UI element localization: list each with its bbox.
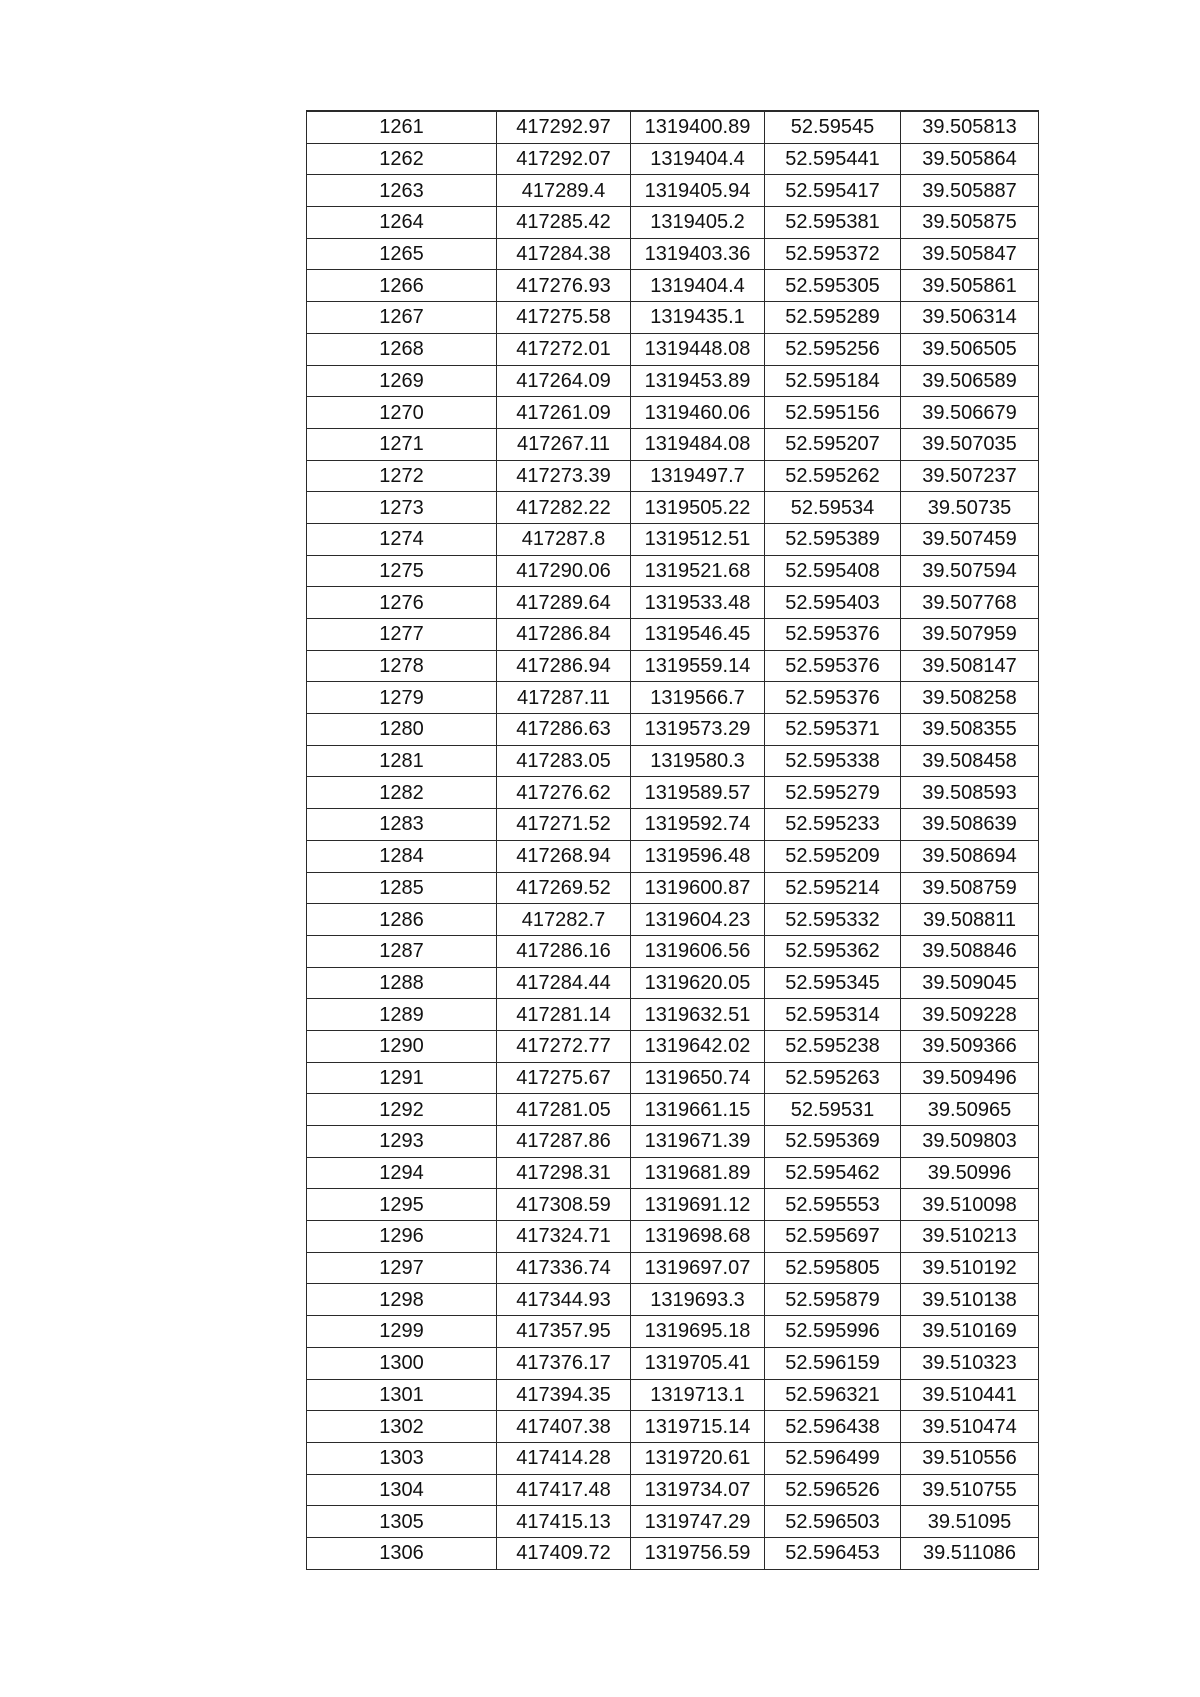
point-number-cell: 1286	[307, 904, 497, 936]
longitude-cell: 39.509496	[901, 1062, 1039, 1094]
latitude-cell: 52.595441	[765, 143, 901, 175]
y-coordinate-cell: 1319546.45	[631, 619, 765, 651]
y-coordinate-cell: 1319596.48	[631, 840, 765, 872]
table-row	[307, 270, 1039, 302]
point-number-cell: 1298	[307, 1284, 497, 1316]
y-coordinate-cell: 1319435.1	[631, 302, 765, 334]
x-coordinate-cell: 417357.95	[497, 1316, 631, 1348]
longitude-cell: 39.505847	[901, 238, 1039, 270]
latitude-cell: 52.595381	[765, 207, 901, 239]
y-coordinate-cell: 1319681.89	[631, 1157, 765, 1189]
longitude-cell: 39.510098	[901, 1189, 1039, 1221]
y-coordinate-cell: 1319600.87	[631, 872, 765, 904]
table-row	[307, 1474, 1039, 1506]
table-row	[307, 1094, 1039, 1126]
x-coordinate-cell: 417284.38	[497, 238, 631, 270]
y-coordinate-cell: 1319661.15	[631, 1094, 765, 1126]
longitude-cell: 39.507237	[901, 460, 1039, 492]
latitude-cell: 52.595417	[765, 175, 901, 207]
point-number-cell: 1280	[307, 714, 497, 746]
y-coordinate-cell: 1319453.89	[631, 365, 765, 397]
table-row	[307, 1284, 1039, 1316]
latitude-cell: 52.595879	[765, 1284, 901, 1316]
longitude-cell: 39.509045	[901, 967, 1039, 999]
latitude-cell: 52.595369	[765, 1126, 901, 1158]
y-coordinate-cell: 1319505.22	[631, 492, 765, 524]
x-coordinate-cell: 417308.59	[497, 1189, 631, 1221]
y-coordinate-cell: 1319620.05	[631, 967, 765, 999]
y-coordinate-cell: 1319720.61	[631, 1442, 765, 1474]
longitude-cell: 39.508846	[901, 935, 1039, 967]
y-coordinate-cell: 1319650.74	[631, 1062, 765, 1094]
longitude-cell: 39.507459	[901, 523, 1039, 555]
latitude-cell: 52.595314	[765, 999, 901, 1031]
x-coordinate-cell: 417281.14	[497, 999, 631, 1031]
x-coordinate-cell: 417417.48	[497, 1474, 631, 1506]
y-coordinate-cell: 1319604.23	[631, 904, 765, 936]
table-row	[307, 587, 1039, 619]
table-row	[307, 777, 1039, 809]
longitude-cell: 39.506314	[901, 302, 1039, 334]
longitude-cell: 39.510213	[901, 1221, 1039, 1253]
latitude-cell: 52.595207	[765, 428, 901, 460]
table-row	[307, 1252, 1039, 1284]
latitude-cell: 52.595262	[765, 460, 901, 492]
latitude-cell: 52.595389	[765, 523, 901, 555]
longitude-cell: 39.510192	[901, 1252, 1039, 1284]
table-row	[307, 935, 1039, 967]
point-number-cell: 1296	[307, 1221, 497, 1253]
point-number-cell: 1273	[307, 492, 497, 524]
y-coordinate-cell: 1319533.48	[631, 587, 765, 619]
y-coordinate-cell: 1319460.06	[631, 397, 765, 429]
latitude-cell: 52.595184	[765, 365, 901, 397]
y-coordinate-cell: 1319484.08	[631, 428, 765, 460]
point-number-cell: 1276	[307, 587, 497, 619]
point-number-cell: 1262	[307, 143, 497, 175]
table-row	[307, 1506, 1039, 1538]
y-coordinate-cell: 1319405.2	[631, 207, 765, 239]
longitude-cell: 39.506505	[901, 333, 1039, 365]
table-row	[307, 840, 1039, 872]
latitude-cell: 52.596499	[765, 1442, 901, 1474]
latitude-cell: 52.595238	[765, 1030, 901, 1062]
latitude-cell: 52.595256	[765, 333, 901, 365]
x-coordinate-cell: 417407.38	[497, 1411, 631, 1443]
latitude-cell: 52.59531	[765, 1094, 901, 1126]
point-number-cell: 1268	[307, 333, 497, 365]
x-coordinate-cell: 417324.71	[497, 1221, 631, 1253]
table-row	[307, 619, 1039, 651]
table-row	[307, 492, 1039, 524]
y-coordinate-cell: 1319404.4	[631, 270, 765, 302]
latitude-cell: 52.595462	[765, 1157, 901, 1189]
x-coordinate-cell: 417275.58	[497, 302, 631, 334]
table-row	[307, 207, 1039, 239]
y-coordinate-cell: 1319512.51	[631, 523, 765, 555]
point-number-cell: 1282	[307, 777, 497, 809]
table-row	[307, 745, 1039, 777]
table-row	[307, 1030, 1039, 1062]
point-number-cell: 1295	[307, 1189, 497, 1221]
x-coordinate-cell: 417287.86	[497, 1126, 631, 1158]
x-coordinate-cell: 417287.11	[497, 682, 631, 714]
longitude-cell: 39.510138	[901, 1284, 1039, 1316]
longitude-cell: 39.510441	[901, 1379, 1039, 1411]
latitude-cell: 52.595403	[765, 587, 901, 619]
point-number-cell: 1285	[307, 872, 497, 904]
y-coordinate-cell: 1319497.7	[631, 460, 765, 492]
x-coordinate-cell: 417264.09	[497, 365, 631, 397]
longitude-cell: 39.505813	[901, 111, 1039, 143]
y-coordinate-cell: 1319521.68	[631, 555, 765, 587]
table-row	[307, 1347, 1039, 1379]
x-coordinate-cell: 417276.93	[497, 270, 631, 302]
point-number-cell: 1269	[307, 365, 497, 397]
x-coordinate-cell: 417298.31	[497, 1157, 631, 1189]
y-coordinate-cell: 1319632.51	[631, 999, 765, 1031]
table-row	[307, 650, 1039, 682]
longitude-cell: 39.508458	[901, 745, 1039, 777]
x-coordinate-cell: 417287.8	[497, 523, 631, 555]
y-coordinate-cell: 1319642.02	[631, 1030, 765, 1062]
x-coordinate-cell: 417272.01	[497, 333, 631, 365]
y-coordinate-cell: 1319693.3	[631, 1284, 765, 1316]
point-number-cell: 1305	[307, 1506, 497, 1538]
longitude-cell: 39.50735	[901, 492, 1039, 524]
x-coordinate-cell: 417286.16	[497, 935, 631, 967]
point-number-cell: 1278	[307, 650, 497, 682]
x-coordinate-cell: 417292.97	[497, 111, 631, 143]
longitude-cell: 39.509228	[901, 999, 1039, 1031]
table-row	[307, 143, 1039, 175]
y-coordinate-cell: 1319697.07	[631, 1252, 765, 1284]
table-row	[307, 1189, 1039, 1221]
longitude-cell: 39.508811	[901, 904, 1039, 936]
point-number-cell: 1304	[307, 1474, 497, 1506]
x-coordinate-cell: 417284.44	[497, 967, 631, 999]
table-row	[307, 523, 1039, 555]
longitude-cell: 39.508147	[901, 650, 1039, 682]
x-coordinate-cell: 417286.63	[497, 714, 631, 746]
y-coordinate-cell: 1319671.39	[631, 1126, 765, 1158]
x-coordinate-cell: 417344.93	[497, 1284, 631, 1316]
y-coordinate-cell: 1319606.56	[631, 935, 765, 967]
latitude-cell: 52.596503	[765, 1506, 901, 1538]
x-coordinate-cell: 417268.94	[497, 840, 631, 872]
y-coordinate-cell: 1319566.7	[631, 682, 765, 714]
point-number-cell: 1274	[307, 523, 497, 555]
latitude-cell: 52.596438	[765, 1411, 901, 1443]
point-number-cell: 1303	[307, 1442, 497, 1474]
y-coordinate-cell: 1319403.36	[631, 238, 765, 270]
longitude-cell: 39.510169	[901, 1316, 1039, 1348]
y-coordinate-cell: 1319589.57	[631, 777, 765, 809]
point-number-cell: 1301	[307, 1379, 497, 1411]
table-row	[307, 1316, 1039, 1348]
latitude-cell: 52.595279	[765, 777, 901, 809]
latitude-cell: 52.595376	[765, 682, 901, 714]
longitude-cell: 39.505887	[901, 175, 1039, 207]
longitude-cell: 39.505864	[901, 143, 1039, 175]
latitude-cell: 52.59534	[765, 492, 901, 524]
point-number-cell: 1264	[307, 207, 497, 239]
longitude-cell: 39.510474	[901, 1411, 1039, 1443]
table-row	[307, 333, 1039, 365]
point-number-cell: 1265	[307, 238, 497, 270]
table-row	[307, 302, 1039, 334]
longitude-cell: 39.507768	[901, 587, 1039, 619]
x-coordinate-cell: 417415.13	[497, 1506, 631, 1538]
coordinates-table-body	[307, 111, 1039, 1569]
point-number-cell: 1284	[307, 840, 497, 872]
x-coordinate-cell: 417282.7	[497, 904, 631, 936]
table-row	[307, 460, 1039, 492]
y-coordinate-cell: 1319448.08	[631, 333, 765, 365]
x-coordinate-cell: 417282.22	[497, 492, 631, 524]
table-row	[307, 1537, 1039, 1569]
latitude-cell: 52.595697	[765, 1221, 901, 1253]
y-coordinate-cell: 1319592.74	[631, 809, 765, 841]
table-row	[307, 967, 1039, 999]
latitude-cell: 52.595156	[765, 397, 901, 429]
x-coordinate-cell: 417414.28	[497, 1442, 631, 1474]
y-coordinate-cell: 1319405.94	[631, 175, 765, 207]
x-coordinate-cell: 417283.05	[497, 745, 631, 777]
table-row	[307, 1157, 1039, 1189]
latitude-cell: 52.595338	[765, 745, 901, 777]
table-row	[307, 1221, 1039, 1253]
latitude-cell: 52.595805	[765, 1252, 901, 1284]
longitude-cell: 39.51095	[901, 1506, 1039, 1538]
x-coordinate-cell: 417292.07	[497, 143, 631, 175]
longitude-cell: 39.510755	[901, 1474, 1039, 1506]
longitude-cell: 39.508355	[901, 714, 1039, 746]
y-coordinate-cell: 1319691.12	[631, 1189, 765, 1221]
point-number-cell: 1263	[307, 175, 497, 207]
table-row	[307, 1442, 1039, 1474]
point-number-cell: 1267	[307, 302, 497, 334]
y-coordinate-cell: 1319705.41	[631, 1347, 765, 1379]
latitude-cell: 52.595376	[765, 619, 901, 651]
table-row	[307, 904, 1039, 936]
point-number-cell: 1283	[307, 809, 497, 841]
point-number-cell: 1297	[307, 1252, 497, 1284]
x-coordinate-cell: 417289.64	[497, 587, 631, 619]
x-coordinate-cell: 417261.09	[497, 397, 631, 429]
latitude-cell: 52.595362	[765, 935, 901, 967]
x-coordinate-cell: 417272.77	[497, 1030, 631, 1062]
point-number-cell: 1300	[307, 1347, 497, 1379]
point-number-cell: 1277	[307, 619, 497, 651]
y-coordinate-cell: 1319747.29	[631, 1506, 765, 1538]
longitude-cell: 39.508694	[901, 840, 1039, 872]
table-row	[307, 365, 1039, 397]
table-row	[307, 872, 1039, 904]
longitude-cell: 39.50965	[901, 1094, 1039, 1126]
table-row	[307, 1411, 1039, 1443]
latitude-cell: 52.595289	[765, 302, 901, 334]
table-row	[307, 428, 1039, 460]
table-row	[307, 682, 1039, 714]
x-coordinate-cell: 417376.17	[497, 1347, 631, 1379]
coordinates-table	[306, 110, 1039, 1570]
longitude-cell: 39.509366	[901, 1030, 1039, 1062]
longitude-cell: 39.510556	[901, 1442, 1039, 1474]
table-row	[307, 111, 1039, 143]
point-number-cell: 1294	[307, 1157, 497, 1189]
longitude-cell: 39.507594	[901, 555, 1039, 587]
table-row	[307, 175, 1039, 207]
y-coordinate-cell: 1319573.29	[631, 714, 765, 746]
latitude-cell: 52.595553	[765, 1189, 901, 1221]
point-number-cell: 1266	[307, 270, 497, 302]
point-number-cell: 1299	[307, 1316, 497, 1348]
table-row	[307, 1126, 1039, 1158]
longitude-cell: 39.506589	[901, 365, 1039, 397]
x-coordinate-cell: 417286.84	[497, 619, 631, 651]
latitude-cell: 52.596159	[765, 1347, 901, 1379]
y-coordinate-cell: 1319580.3	[631, 745, 765, 777]
longitude-cell: 39.508258	[901, 682, 1039, 714]
point-number-cell: 1292	[307, 1094, 497, 1126]
x-coordinate-cell: 417281.05	[497, 1094, 631, 1126]
table-row	[307, 1379, 1039, 1411]
latitude-cell: 52.595376	[765, 650, 901, 682]
point-number-cell: 1279	[307, 682, 497, 714]
x-coordinate-cell: 417267.11	[497, 428, 631, 460]
latitude-cell: 52.595233	[765, 809, 901, 841]
y-coordinate-cell: 1319756.59	[631, 1537, 765, 1569]
point-number-cell: 1293	[307, 1126, 497, 1158]
x-coordinate-cell: 417273.39	[497, 460, 631, 492]
x-coordinate-cell: 417394.35	[497, 1379, 631, 1411]
point-number-cell: 1270	[307, 397, 497, 429]
longitude-cell: 39.505875	[901, 207, 1039, 239]
y-coordinate-cell: 1319715.14	[631, 1411, 765, 1443]
x-coordinate-cell: 417336.74	[497, 1252, 631, 1284]
point-number-cell: 1281	[307, 745, 497, 777]
latitude-cell: 52.596321	[765, 1379, 901, 1411]
point-number-cell: 1271	[307, 428, 497, 460]
latitude-cell: 52.596526	[765, 1474, 901, 1506]
x-coordinate-cell: 417409.72	[497, 1537, 631, 1569]
point-number-cell: 1288	[307, 967, 497, 999]
x-coordinate-cell: 417286.94	[497, 650, 631, 682]
latitude-cell: 52.595305	[765, 270, 901, 302]
longitude-cell: 39.508759	[901, 872, 1039, 904]
latitude-cell: 52.595332	[765, 904, 901, 936]
longitude-cell: 39.511086	[901, 1537, 1039, 1569]
point-number-cell: 1289	[307, 999, 497, 1031]
latitude-cell: 52.595408	[765, 555, 901, 587]
x-coordinate-cell: 417275.67	[497, 1062, 631, 1094]
point-number-cell: 1272	[307, 460, 497, 492]
latitude-cell: 52.595214	[765, 872, 901, 904]
table-row	[307, 238, 1039, 270]
latitude-cell: 52.595209	[765, 840, 901, 872]
y-coordinate-cell: 1319404.4	[631, 143, 765, 175]
latitude-cell: 52.595372	[765, 238, 901, 270]
table-row	[307, 397, 1039, 429]
longitude-cell: 39.510323	[901, 1347, 1039, 1379]
latitude-cell: 52.595263	[765, 1062, 901, 1094]
y-coordinate-cell: 1319698.68	[631, 1221, 765, 1253]
longitude-cell: 39.506679	[901, 397, 1039, 429]
latitude-cell: 52.595996	[765, 1316, 901, 1348]
longitude-cell: 39.509803	[901, 1126, 1039, 1158]
point-number-cell: 1290	[307, 1030, 497, 1062]
latitude-cell: 52.59545	[765, 111, 901, 143]
x-coordinate-cell: 417285.42	[497, 207, 631, 239]
y-coordinate-cell: 1319400.89	[631, 111, 765, 143]
latitude-cell: 52.595345	[765, 967, 901, 999]
longitude-cell: 39.505861	[901, 270, 1039, 302]
table-row	[307, 714, 1039, 746]
table-row	[307, 999, 1039, 1031]
longitude-cell: 39.507959	[901, 619, 1039, 651]
longitude-cell: 39.508639	[901, 809, 1039, 841]
point-number-cell: 1306	[307, 1537, 497, 1569]
x-coordinate-cell: 417269.52	[497, 872, 631, 904]
point-number-cell: 1261	[307, 111, 497, 143]
y-coordinate-cell: 1319713.1	[631, 1379, 765, 1411]
x-coordinate-cell: 417289.4	[497, 175, 631, 207]
table-row	[307, 809, 1039, 841]
x-coordinate-cell: 417290.06	[497, 555, 631, 587]
point-number-cell: 1287	[307, 935, 497, 967]
y-coordinate-cell: 1319559.14	[631, 650, 765, 682]
x-coordinate-cell: 417276.62	[497, 777, 631, 809]
table-row	[307, 555, 1039, 587]
table-row	[307, 1062, 1039, 1094]
longitude-cell: 39.507035	[901, 428, 1039, 460]
latitude-cell: 52.596453	[765, 1537, 901, 1569]
longitude-cell: 39.508593	[901, 777, 1039, 809]
point-number-cell: 1275	[307, 555, 497, 587]
point-number-cell: 1291	[307, 1062, 497, 1094]
y-coordinate-cell: 1319734.07	[631, 1474, 765, 1506]
x-coordinate-cell: 417271.52	[497, 809, 631, 841]
longitude-cell: 39.50996	[901, 1157, 1039, 1189]
point-number-cell: 1302	[307, 1411, 497, 1443]
y-coordinate-cell: 1319695.18	[631, 1316, 765, 1348]
latitude-cell: 52.595371	[765, 714, 901, 746]
